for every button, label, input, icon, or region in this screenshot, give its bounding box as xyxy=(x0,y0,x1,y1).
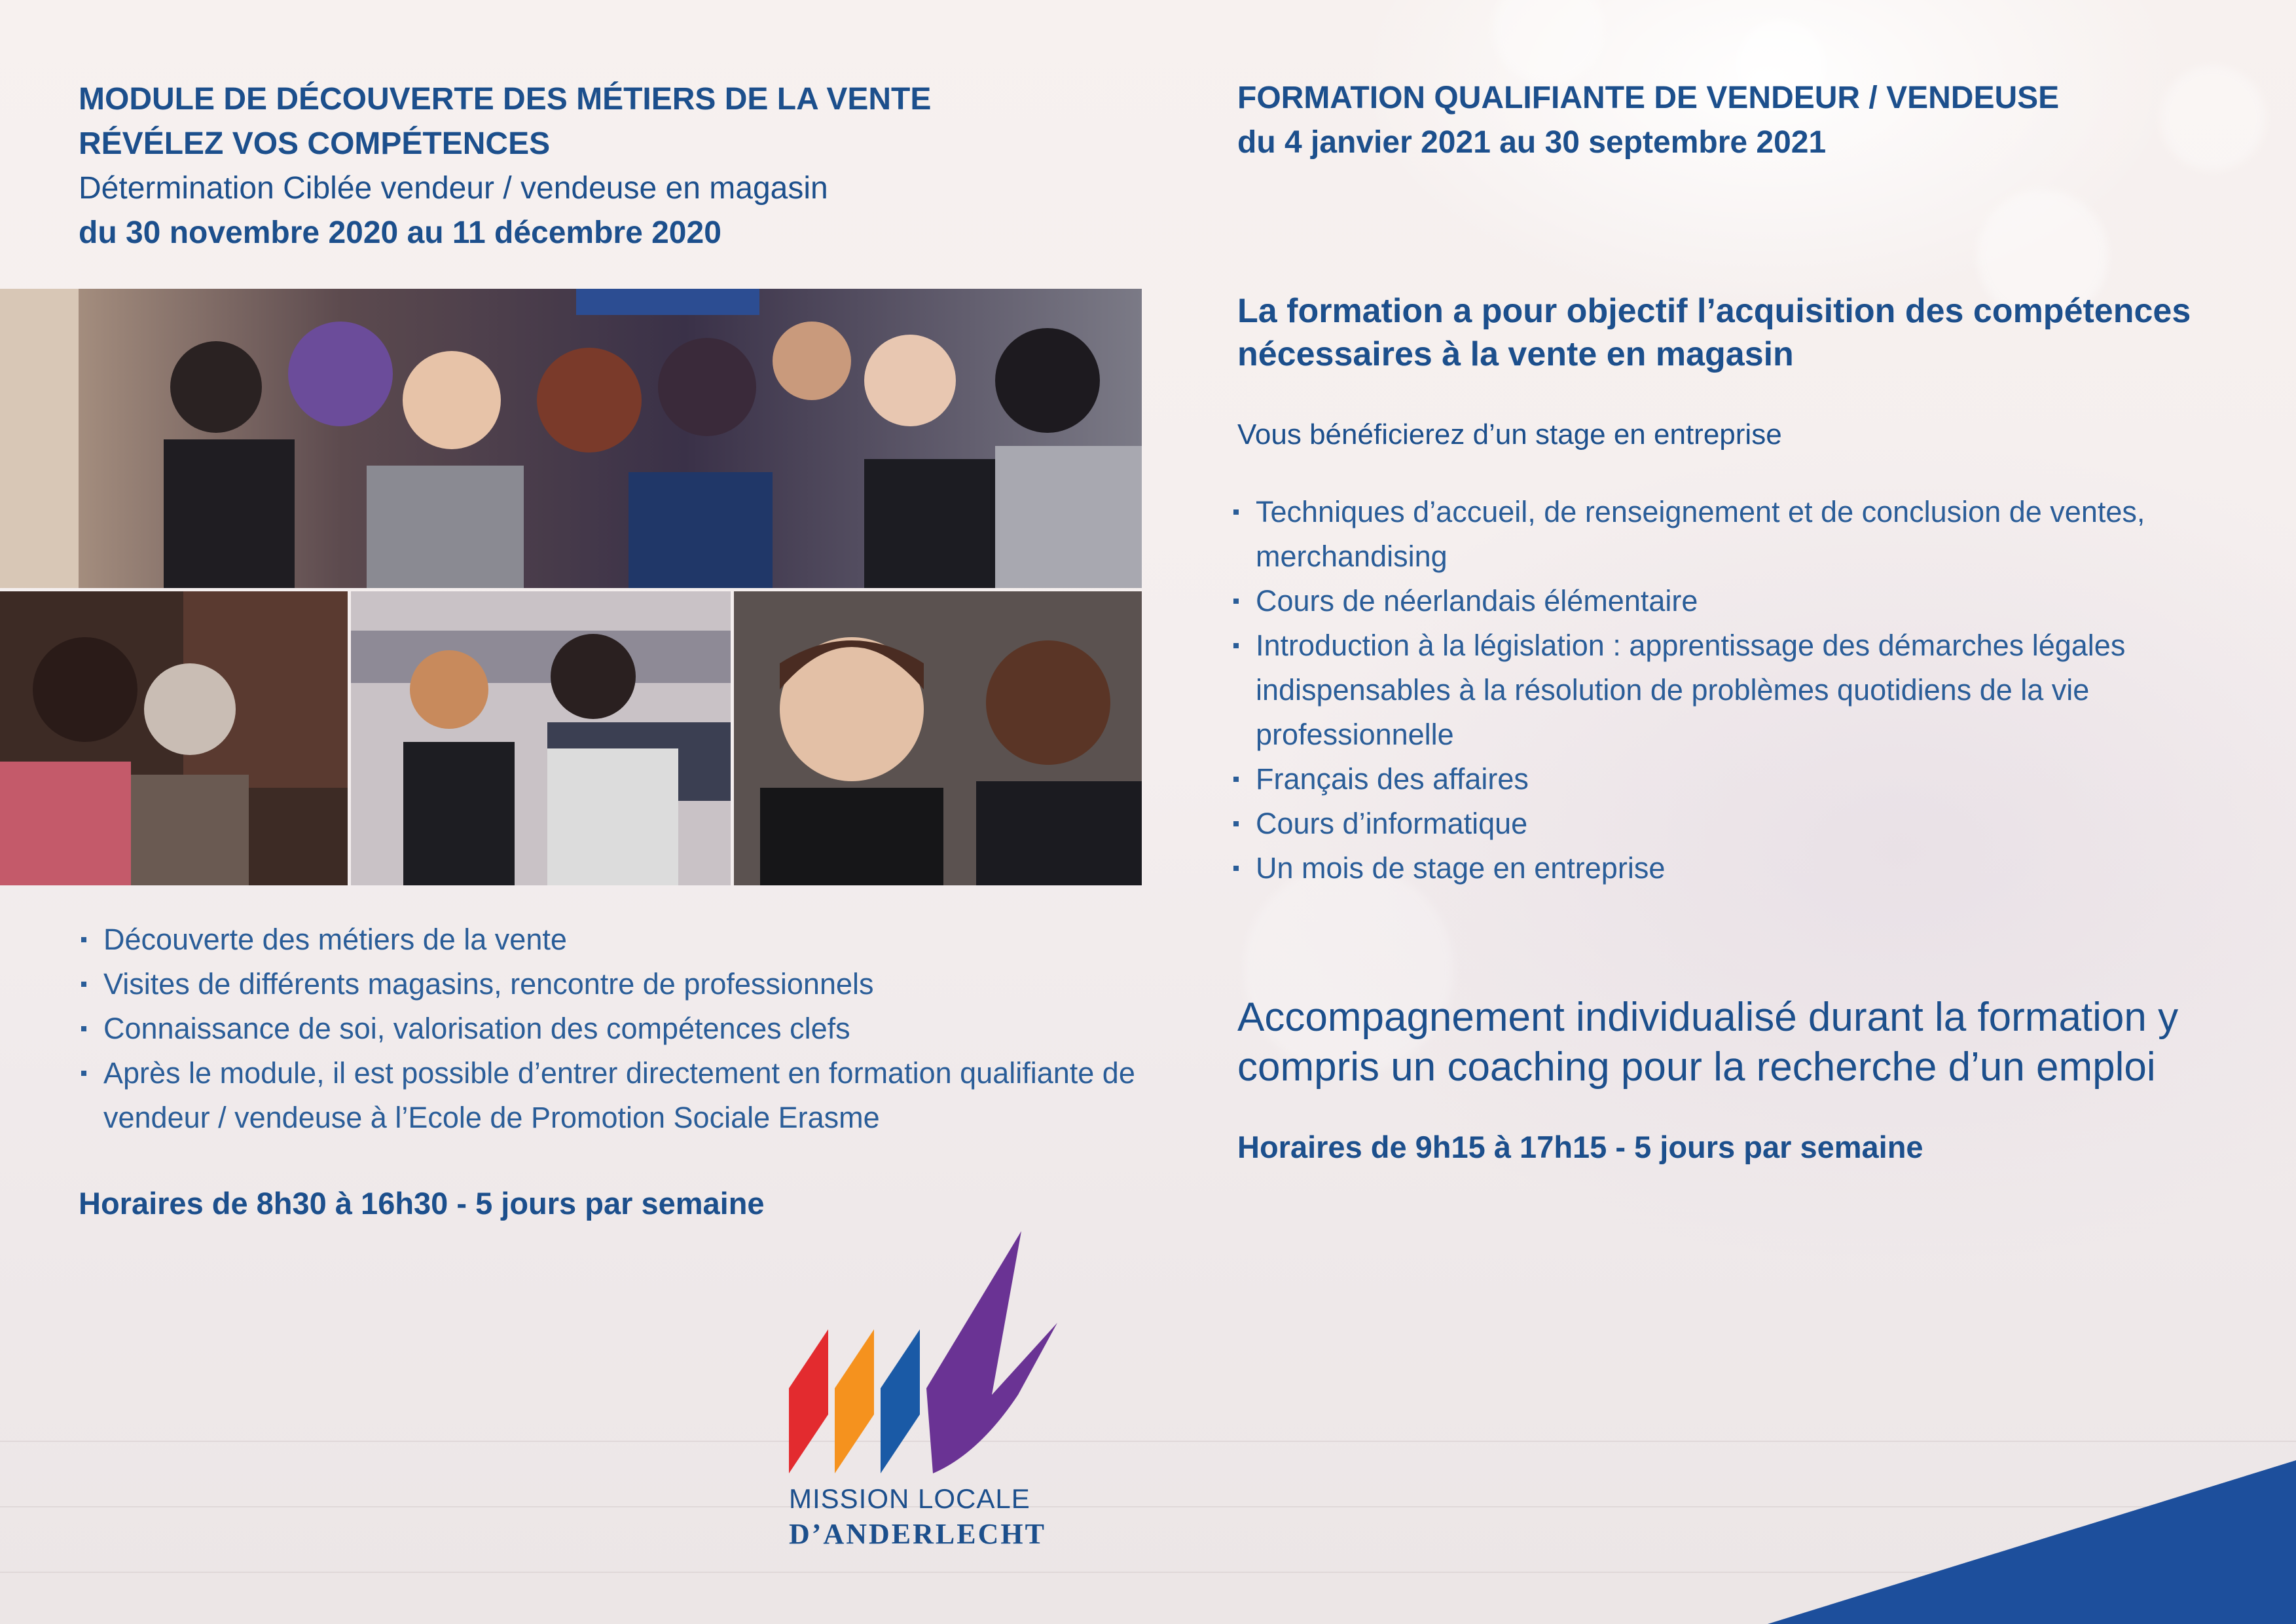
list-item: Techniques d’accueil, de renseignement et de conclusion de ventes, merchandising xyxy=(1231,490,2200,579)
formation-hours: Horaires de 9h15 à 17h15 - 5 jours par semaine xyxy=(1237,1130,1923,1164)
list-item: Connaissance de soi, valorisation des compétences clefs xyxy=(79,1006,1152,1051)
module-subtitle: RÉVÉLEZ VOS COMPÉTENCES xyxy=(79,126,551,161)
list-item: Cours d’informatique xyxy=(1231,802,2200,846)
list-item: Un mois de stage en entreprise xyxy=(1231,846,2200,891)
logo-mark-icon xyxy=(782,1231,1057,1473)
module-feature-list xyxy=(79,917,1152,1140)
module-dates: du 30 novembre 2020 au 11 décembre 2020 xyxy=(79,215,721,250)
list-item: Cours de néerlandais élémentaire xyxy=(1231,579,2200,623)
accompaniment-text: Accompagnement individualisé durant la formation y compris un coaching pour la recherche d’un emploi xyxy=(1237,995,2179,1090)
formation-title: FORMATION QUALIFIANTE DE VENDEUR / VENDEUSE xyxy=(1237,81,2060,115)
mission-locale-logo xyxy=(782,1231,1057,1572)
list-item: Découverte des métiers de la vente xyxy=(79,917,1152,962)
logo-line1: MISSION LOCALE xyxy=(789,1483,1030,1514)
list-item: Introduction à la législation : apprentissage des démarches légales indispensables à la résolution de problèmes quotidiens de la vie professionnelle xyxy=(1231,623,2200,757)
photo-two-young-men xyxy=(734,591,1142,885)
corner-triangle xyxy=(1768,1460,2296,1624)
formation-dates: du 4 janvier 2021 au 30 septembre 2021 xyxy=(1237,125,1827,160)
formation-objective: La formation a pour objectif l’acquisition des compétences nécessaires à la vente en magasin xyxy=(1237,292,2191,373)
module-description-text: Détermination Ciblée vendeur / vendeuse xyxy=(79,171,657,206)
logo-line2: D’ANDERLECHT xyxy=(789,1518,1046,1550)
list-item: Français des affaires xyxy=(1231,757,2200,802)
photo-group-students xyxy=(0,289,1142,588)
formation-stage: Vous bénéficierez d’un stage en entreprise xyxy=(1237,418,1782,451)
photo-shop xyxy=(351,591,731,885)
module-hours: Horaires de 8h30 à 16h30 - 5 jours par semaine xyxy=(79,1186,765,1221)
list-item: Après le module, il est possible d’entrer directement en formation qualifiante de vendeur / vendeuse à l’Ecole de Promotion Sociale Erasme xyxy=(79,1051,1152,1140)
module-description xyxy=(79,166,1126,211)
list-item: Visites de différents magasins, rencontre de professionnels xyxy=(79,962,1152,1006)
photo-workshop xyxy=(0,591,348,885)
module-title: MODULE DE DÉCOUVERTE DES MÉTIERS DE LA VENTE xyxy=(79,82,932,117)
left-header xyxy=(79,77,1126,255)
module-description-emphasis: en magasin xyxy=(665,171,828,206)
formation-feature-list xyxy=(1231,490,2200,891)
right-header xyxy=(1237,76,2219,165)
